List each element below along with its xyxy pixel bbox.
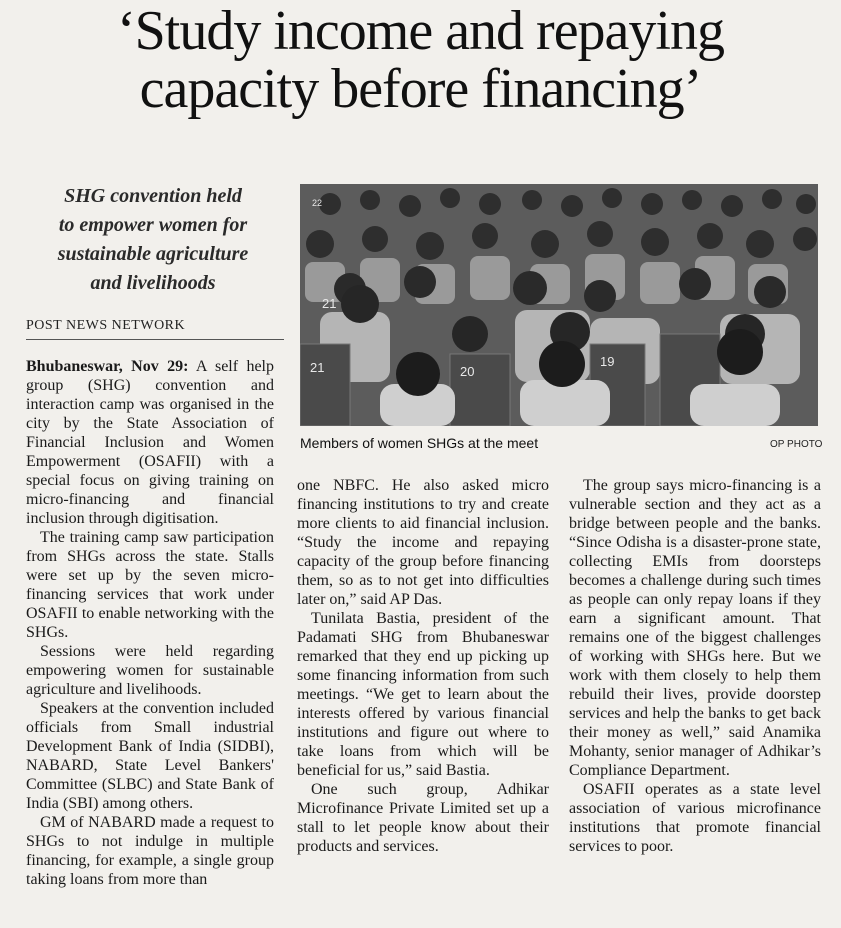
seat-number: 20: [460, 364, 475, 379]
photo-credit: OP PHOTO: [770, 439, 823, 450]
seat-number: 19: [600, 354, 615, 369]
article-paragraph: One such group, Adhikar Microfinance Private Limited set up a stall to let people know about their products and services.: [297, 781, 549, 855]
seat-number: 22: [312, 198, 323, 208]
subheadline-line-3: sustainable agriculture: [57, 243, 249, 265]
article-column-1: [26, 357, 274, 889]
seat-number: 21: [322, 296, 337, 311]
article-paragraph: Sessions were held regarding empowering women for sustainable agriculture and livelihoods.: [26, 643, 274, 698]
article-paragraph: [26, 357, 274, 528]
article-paragraph: Tunilata Bastia, president of the Padamati SHG from Bhubaneswar remarked that they end up picking up some financing information from such meetings. “We get to learn about the interests offered by various financial institutions and figure out where to take loans from which will be beneficial for us,” said Bastia.: [297, 610, 549, 779]
dateline: Bhubaneswar, Nov 29:: [26, 358, 189, 375]
paragraph-text: A self help group (SHG) convention and interaction camp was organised in the city by the State Association of Financial Inclusion and Women Empowerment (OSAFII) with a special focus on giving training on micro-financing and financial inclusion through digitisation.: [26, 358, 274, 527]
article-column-3: [569, 476, 821, 856]
headline-line-1: ‘Study income and repaying: [117, 0, 724, 62]
subheadline-line-4: and livelihoods: [90, 272, 216, 294]
headline-line-2: capacity before financing’: [139, 58, 702, 120]
audience-photo-illustration: [300, 184, 818, 426]
seat-number: 21: [310, 360, 325, 375]
article-paragraph: one NBFC. He also asked micro financing institutions to try and create more clients to aid financial inclusion. “Study the income and repaying capacity of the group before financing them, so as to not get into difficulties later on,” said AP Das.: [297, 477, 549, 608]
article-paragraph: OSAFII operates as a state level association of various microfinance institutions that promote financial services to poor.: [569, 781, 821, 855]
subheadline: [22, 182, 284, 298]
article-column-2: [297, 476, 549, 856]
article-paragraph: Speakers at the convention included officials from Small industrial Development Bank of India (SIDBI), NABARD, State Level Bankers' Committee (SLBC) and State Bank of India (SBI) among others.: [26, 700, 274, 812]
news-photo: [300, 184, 818, 426]
byline-divider: [26, 339, 284, 340]
article-paragraph: The training camp saw participation from SHGs across the state. Stalls were set up by the seven micro-financing services that work under OSAFII to enable networking with the SHGs.: [26, 529, 274, 641]
subheadline-line-1: SHG convention held: [64, 185, 242, 207]
article-paragraph: GM of NABARD made a request to SHGs to not indulge in multiple financing, for example, a single group taking loans from more than: [26, 814, 274, 888]
subheadline-line-2: to empower women for: [58, 214, 248, 236]
article-paragraph: The group says micro-financing is a vulnerable section and they act as a bridge between people and the banks. “Since Odisha is a disaster-prone state, collecting EMIs from doorsteps becomes a challenge during such times as people can only repay loans if they earn a significant amount. That remains one of the biggest challenges of working with SHGs here. But we work with them closely to help them rebuild their lives, provide doorstep services and help the banks to get back their money as well,” said Anamika Mohanty, senior manager of Adhikar’s Compliance Department.: [569, 477, 821, 779]
photo-caption: Members of women SHGs at the meet: [300, 435, 539, 451]
byline: POST NEWS NETWORK: [26, 318, 186, 333]
headline: [0, 2, 841, 118]
